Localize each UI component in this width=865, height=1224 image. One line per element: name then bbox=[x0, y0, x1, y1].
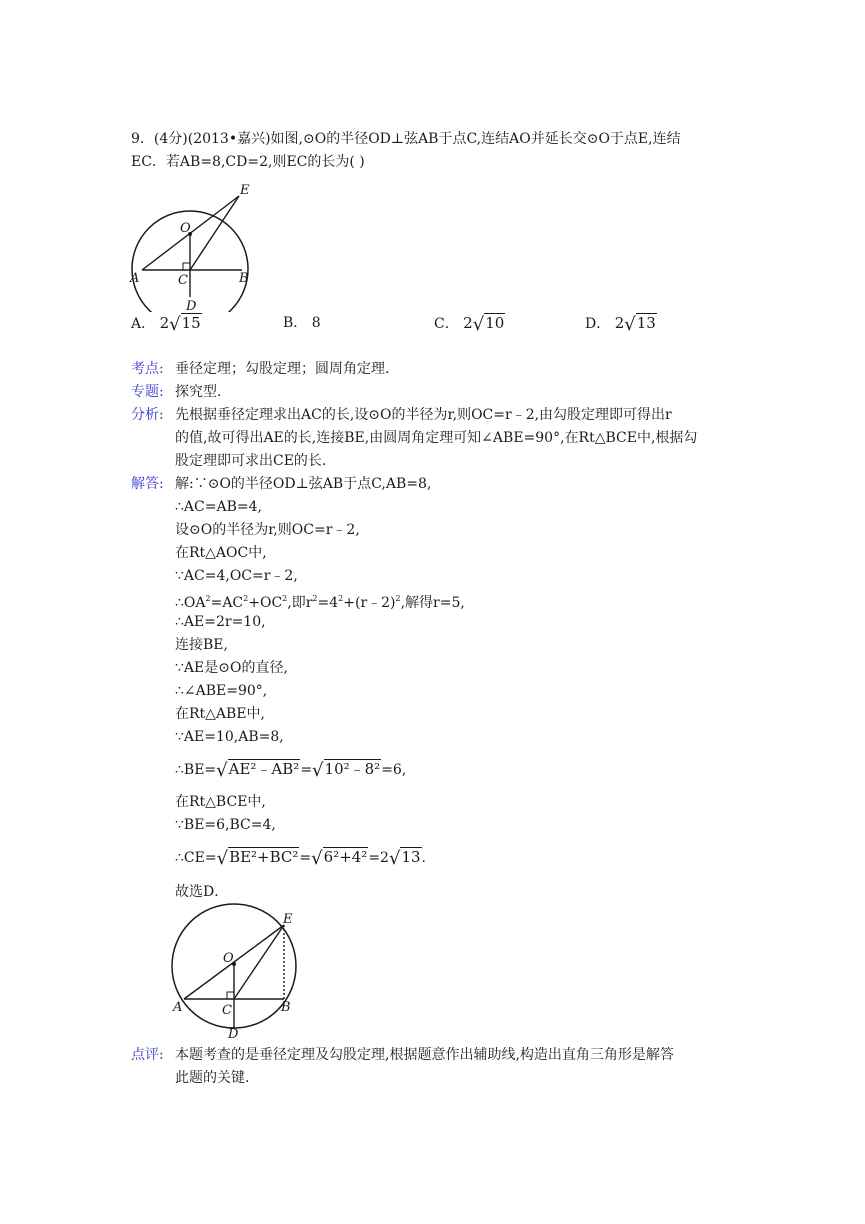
label-a: A bbox=[130, 271, 140, 286]
option-b: B． 8 bbox=[283, 315, 321, 331]
solution-line: 在Rt△ABE中, bbox=[175, 706, 266, 722]
solution-line: ∵AE=10,AB=8, bbox=[175, 729, 284, 745]
solution-line: ∴∠ABE=90°, bbox=[175, 683, 268, 699]
question-line-2: EC．若AB=8,CD=2,则EC的长为( ) bbox=[131, 154, 365, 170]
label-e: E bbox=[283, 912, 293, 927]
solution-line: 解:∵⊙O的半径OD⊥弦AB于点C,AB=8, bbox=[175, 476, 432, 492]
fenxi-label: 分析: bbox=[131, 407, 164, 423]
fenxi-line: 先根据垂径定理求出AC的长,设⊙O的半径为r,则OC=r﹣2,由勾股定理即可得出r bbox=[175, 407, 672, 423]
solution-line: ∵BE=6,BC=4, bbox=[175, 817, 276, 833]
comment-label: 点评: bbox=[131, 1047, 164, 1063]
label-o: O bbox=[223, 951, 234, 966]
solution-line: ∵AC=4,OC=r﹣2, bbox=[175, 568, 298, 584]
label-e: E bbox=[240, 183, 250, 198]
fenxi-line: 的值,故可得出AE的长,连接BE,由圆周角定理可知∠ABE=90°,在Rt△BCE中,根据勾 bbox=[175, 430, 698, 446]
solution-be-formula: ∴BE=√AE²﹣AB²=√10²﹣8²=6, bbox=[175, 760, 407, 781]
label-b: B bbox=[239, 271, 249, 286]
kaodian-text: 垂径定理；勾股定理；圆周角定理． bbox=[175, 361, 399, 377]
segment-ec bbox=[190, 196, 239, 270]
right-angle-mark bbox=[227, 992, 234, 999]
circle-figure-question bbox=[124, 180, 264, 312]
question-line-1: 9．(4分)(2013•嘉兴)如图,⊙O的半径OD⊥弦AB于点C,连结AO并延长交⊙O于点E,连结 bbox=[131, 131, 681, 147]
solution-line: 在Rt△AOC中, bbox=[175, 545, 267, 561]
solution-line-pythagoras: $\therefore OA^2=AC^2+OC^2$,即$r^2=4^2+(r﹣2)^2$,解得r=5, bbox=[175, 594, 465, 611]
solution-line: 故选D． bbox=[175, 884, 229, 900]
solution-line: ∵AE是⊙O的直径, bbox=[175, 660, 288, 676]
label-b: B bbox=[281, 1000, 291, 1015]
solution-line: 连接BE, bbox=[175, 637, 228, 653]
label-c: C bbox=[222, 1003, 232, 1018]
solution-ce-formula: ∴CE=√BE²+BC²=√6²+4²=2√13. bbox=[175, 848, 426, 869]
solution-line: ∴AE=2r=10, bbox=[175, 614, 266, 630]
label-c: C bbox=[178, 273, 188, 288]
kaodian-label: 考点: bbox=[131, 361, 164, 377]
solution-line: 在Rt△BCE中, bbox=[175, 794, 266, 810]
zhuanti-text: 探究型． bbox=[175, 384, 231, 400]
label-a: A bbox=[173, 1000, 183, 1015]
label-d: D bbox=[186, 299, 197, 312]
segment-ec bbox=[234, 925, 284, 999]
option-a: A． 2√15 bbox=[131, 314, 201, 335]
comment-line: 本题考查的是垂径定理及勾股定理,根据题意作出辅助线,构造出直角三角形是解答 bbox=[175, 1047, 674, 1063]
circle-figure-solution bbox=[166, 902, 306, 1042]
solution-label: 解答: bbox=[131, 476, 164, 492]
label-o: O bbox=[180, 221, 191, 236]
right-angle-mark bbox=[183, 263, 190, 270]
solution-line: 设⊙O的半径为r,则OC=r﹣2, bbox=[175, 522, 360, 538]
option-c: C． 2√10 bbox=[434, 314, 505, 335]
fenxi-line: 股定理即可求出CE的长． bbox=[175, 453, 336, 469]
label-d: D bbox=[228, 1027, 239, 1042]
option-d: D． 2√13 bbox=[585, 314, 656, 335]
zhuanti-label: 专题: bbox=[131, 384, 164, 400]
solution-line: ∴AC=AB=4, bbox=[175, 499, 262, 515]
comment-line: 此题的关键． bbox=[175, 1070, 259, 1086]
